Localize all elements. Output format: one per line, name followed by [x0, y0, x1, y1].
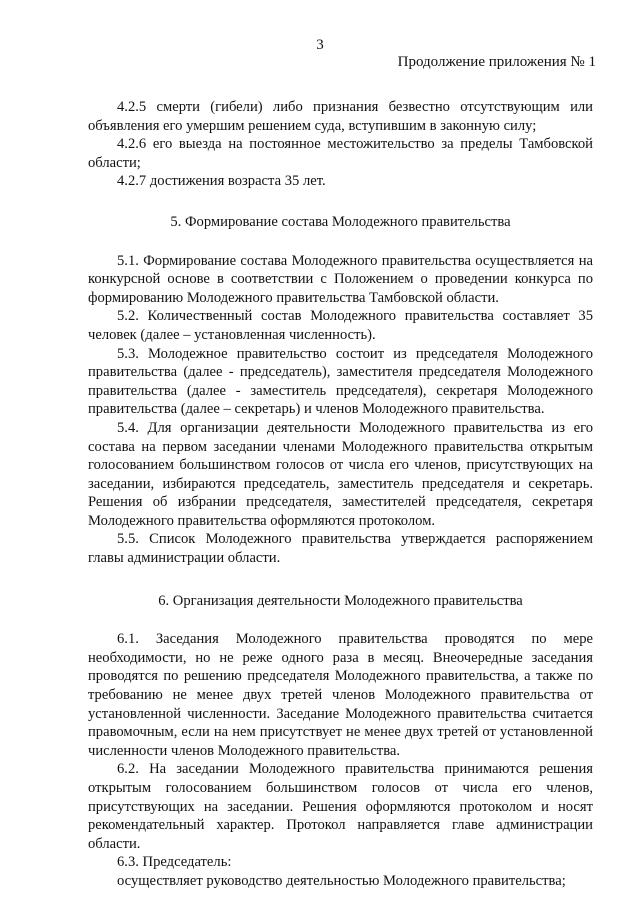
appendix-continuation-label: Продолжение приложения № 1	[397, 54, 596, 70]
clause-6-1: 6.1. Заседания Молодежного правительства проводятся по мере необходимости, но не реже одного раза в месяц. Внеочередные заседания проводятся по решению председателя Молодежного правительства, а также по требованию не менее двух третей членов Молодежного правительства от установленной численности. Заседание Молодежного правительства считается правомочным, если на нем присутствует не менее двух третей от установленной численности членов Молодежного правительства.	[88, 631, 593, 759]
section-5-title: 5. Формирование состава Молодежного правительства	[170, 213, 511, 230]
clause-4-2-5: 4.2.5 смерти (гибели) либо признания безвестно отсутствующим или объявления его умершим решением суда, вступившим в законную силу;	[88, 99, 593, 134]
clause-6-3-duty: осуществляет руководство деятельностью Молодежного правительства;	[117, 872, 566, 889]
clause-6-3: 6.3. Председатель:	[117, 854, 232, 871]
clause-5-3: 5.3. Молодежное правительство состоит из председателя Молодежного правительства (далее - председатель), заместителя председателя Молодежного правительства (далее - заместитель председателя), секретаря Молодежного правительства (далее – секретарь) и членов Молодежного правительства.	[88, 345, 593, 418]
clause-5-1: 5.1. Формирование состава Молодежного правительства осуществляется на конкурсной основе в соответствии с Положением о проведении конкурса по формированию Молодежного правительства Тамбовской области.	[88, 252, 593, 306]
clause-5-4: 5.4. Для организации деятельности Молодежного правительства из его состава на первом заседании членами Молодежного правительства открытым голосованием большинством голосов от числа его членов, присутствующих на заседании, избираются председатель, заместитель председателя и секретарь. Решения об избрании председателя, заместителей председателя, секретаря Молодежного правительства оформляются протоколом.	[88, 419, 593, 529]
clause-6-2: 6.2. На заседании Молодежного правительства принимаются решения открытым голосованием большинством голосов от числа его членов, присутствующих на заседании. Решения оформляются протоколом и носят рекомендательный характер. Протокол направляется главе администрации области.	[88, 761, 593, 852]
clause-4-2-6: 4.2.6 его выезда на постоянное местожительство за пределы Тамбовской области;	[88, 136, 593, 171]
clause-4-2-7: 4.2.7 достижения возраста 35 лет.	[117, 173, 326, 190]
clause-5-5: 5.5. Список Молодежного правительства утверждается распоряжением главы администрации области.	[88, 531, 593, 567]
section-6-title: 6. Организация деятельности Молодежного правительства	[158, 592, 523, 609]
page-number: 3	[316, 37, 324, 53]
clause-5-2: 5.2. Количественный состав Молодежного правительства составляет 35 человек (далее – установленная численность).	[88, 308, 593, 343]
document-body	[88, 98, 593, 891]
